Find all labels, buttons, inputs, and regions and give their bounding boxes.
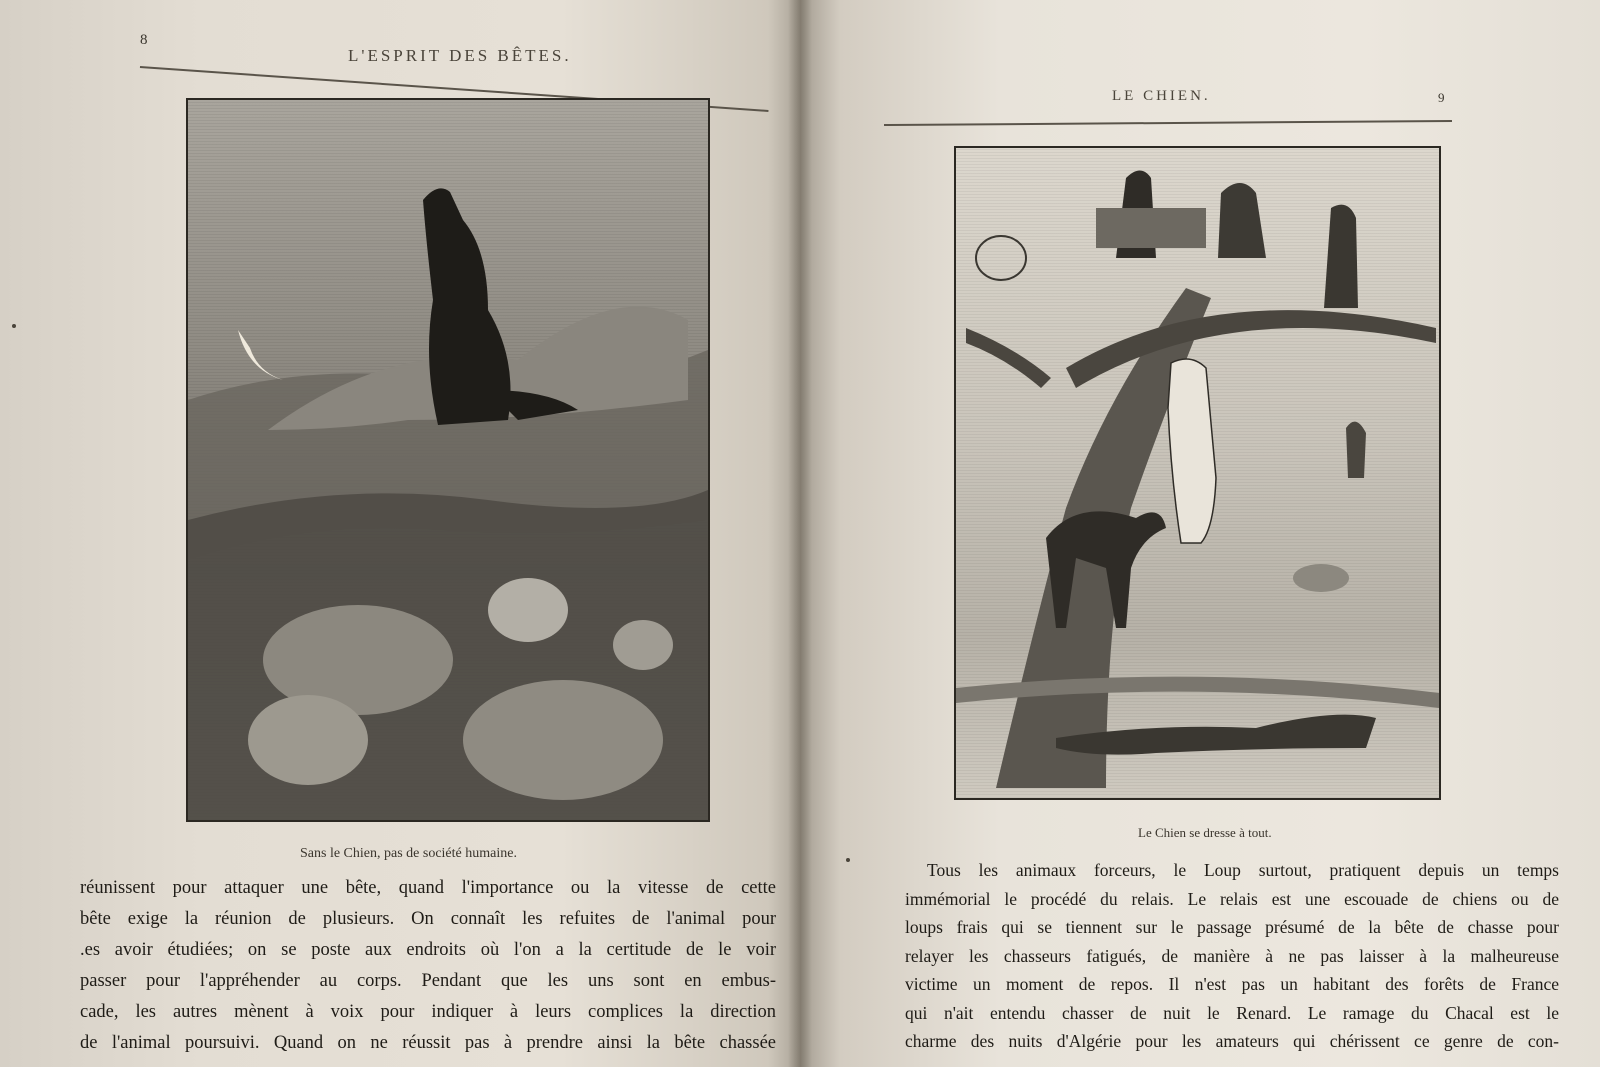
right-text-line: Tous les animaux forceurs, le Loup surtout, pratiquent depuis un temps: [927, 860, 1559, 880]
right-running-head: LE CHIEN.: [1112, 88, 1211, 104]
paper-speck: [846, 858, 850, 862]
paper-speck: [12, 324, 16, 328]
book-gutter: [788, 0, 812, 1067]
right-page-number: 9: [1438, 90, 1445, 105]
right-text-line: victime un moment de repos. Il n'est pas un habitant des forêts de France: [905, 974, 1559, 994]
right-text-line: immémorial le procédé du relais. Le relais est une escouade de chiens ou de: [905, 888, 1559, 909]
right-page: [800, 0, 1600, 1067]
dog-and-sheep-engraving: [188, 100, 708, 820]
right-text-line: relayer les chasseurs fatigués, de manière à ne pas laisser à la malheureuse: [905, 945, 1559, 966]
right-text-line: charme des nuits d'Algérie pour les amateurs qui chérissent ce genre de con-: [905, 1031, 1559, 1051]
left-text-line: passer pour l'appréhender au corps. Pendant que les uns sont en embus-: [80, 971, 776, 991]
left-text-line: .es avoir étudiées; on se poste aux endroits où l'on a la certitude de le voir: [80, 940, 776, 960]
right-figure-caption: Le Chien se dresse à tout.: [1138, 825, 1272, 840]
right-engraving-illustration: [954, 146, 1441, 800]
right-header-rule: [884, 120, 1452, 125]
left-text-line: réunissent pour attaquer une bête, quand l'importance ou la vitesse de cette: [80, 878, 776, 898]
right-body-text: [905, 856, 1559, 1056]
right-text-line: loups frais qui se tiennent sur le passage présumé de la bête de chasse pour: [905, 917, 1559, 937]
left-engraving-illustration: [186, 98, 710, 822]
left-body-text: [80, 873, 776, 1059]
left-running-head: L'ESPRIT DES BÊTES.: [348, 46, 572, 65]
left-figure-caption: Sans le Chien, pas de société humaine.: [300, 846, 517, 861]
left-page-number: 8: [140, 32, 148, 48]
dog-training-scenes-engraving: [956, 148, 1439, 798]
left-text-line: cade, les autres mènent à voix pour indiquer à leurs complices la direction: [80, 1002, 776, 1022]
left-text-line: bête exige la réunion de plusieurs. On connaît les refuites de l'animal pour: [80, 909, 776, 929]
left-text-line: de l'animal poursuivi. Quand on ne réussit pas à prendre ainsi la bête chassée: [80, 1033, 776, 1053]
right-text-line: qui n'ait entendu chasser de nuit le Renard. Le ramage du Chacal est le: [905, 1002, 1559, 1023]
